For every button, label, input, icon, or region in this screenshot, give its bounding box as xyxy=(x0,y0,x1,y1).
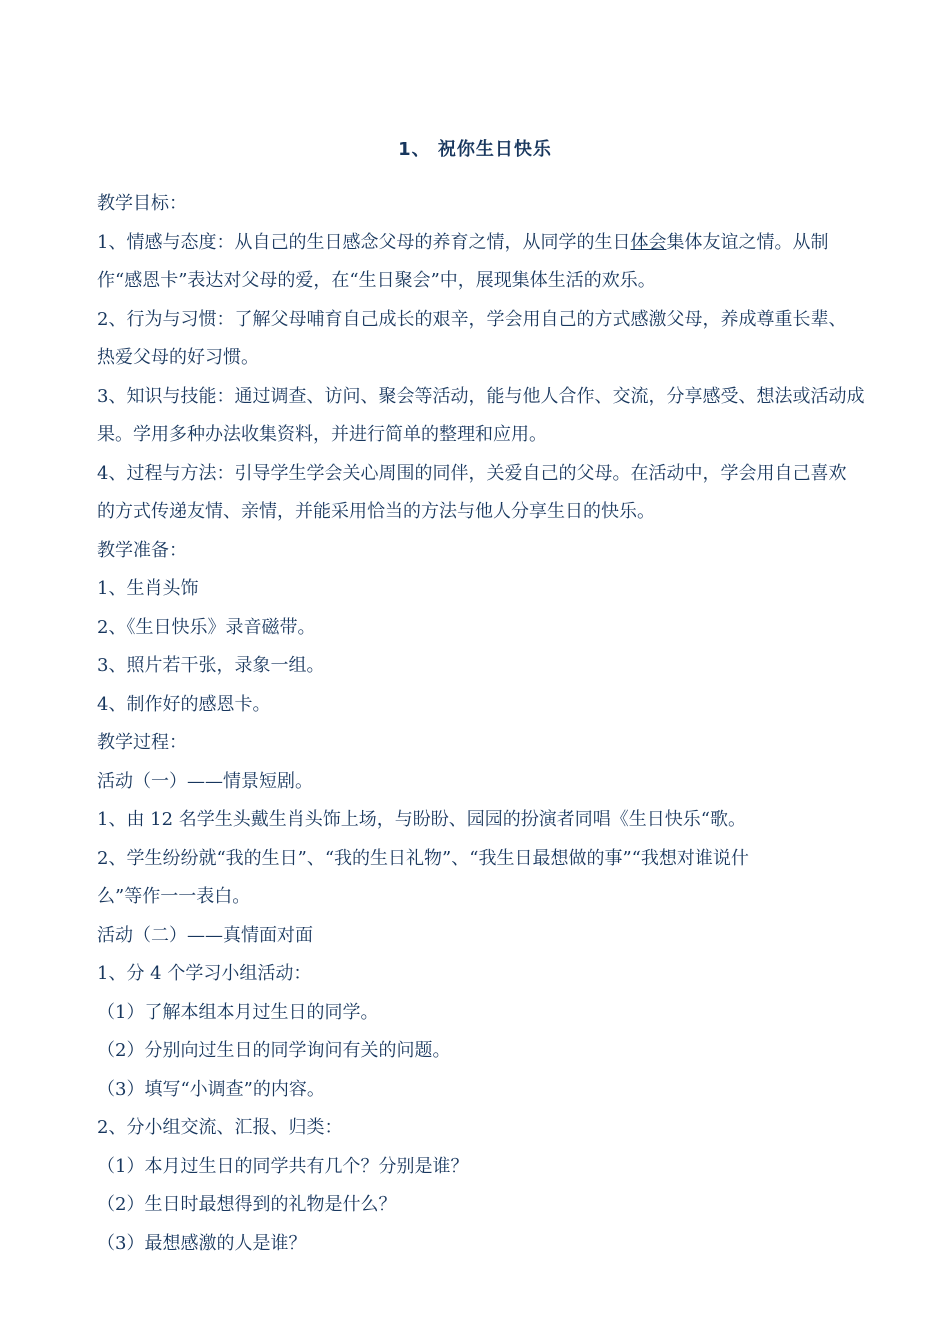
paragraph-line: 的方式传递友情、亲情，并能采用恰当的方法与他人分享生日的快乐。 xyxy=(97,501,655,522)
list-item: 2、分小组交流、汇报、归类： xyxy=(97,1117,343,1138)
section-heading-goals: 教学目标： xyxy=(97,193,187,214)
document-title: 1、 祝你生日快乐 xyxy=(398,139,552,160)
list-item: 3、照片若干张，录象一组。 xyxy=(97,655,325,676)
section-heading-process: 教学过程： xyxy=(97,732,187,753)
sub-list-item: （1）本月过生日的同学共有几个？分别是谁？ xyxy=(97,1155,469,1177)
list-item: 1、生肖头饰 xyxy=(97,578,199,599)
sub-list-item: （3）填写“小调查”的内容。 xyxy=(97,1078,325,1100)
list-item: 1、由 12 名学生头戴生肖头饰上场，与盼盼、园园的扮演者同唱《生日快乐“歌。 xyxy=(97,809,746,830)
activity-heading: 活动（一）——情景短剧。 xyxy=(97,770,313,792)
list-item: 4、制作好的感恩卡。 xyxy=(97,693,271,715)
paragraph-line-start: 1、情感与态度：从自己的生日感念父母的养育之情，从同学的生日 xyxy=(97,231,631,253)
paragraph-line: 果。学用多种办法收集资料，并进行简单的整理和应用。 xyxy=(97,424,547,445)
document-body xyxy=(97,185,865,1263)
paragraph-line: 作“感恩卡”表达对父母的爱，在“生日聚会”中，展现集体生活的欢乐。 xyxy=(97,270,656,291)
paragraph-line: 4、过程与方法：引导学生学会关心周围的同伴，关爱自己的父母。在活动中，学会用自己喜欢 xyxy=(97,462,847,484)
paragraph-line-end: 集体友谊之情。从制 xyxy=(666,231,829,253)
sub-list-item: （1）了解本组本月过生日的同学。 xyxy=(97,1001,379,1023)
paragraph-line: 2、行为与习惯：了解父母哺育自己成长的艰辛，学会用自己的方式感激父母，养成尊重长辈、 xyxy=(97,308,847,330)
section-heading-preparation: 教学准备： xyxy=(97,539,187,561)
underlined-term: 体会 xyxy=(630,231,667,253)
list-item: 2、学生纷纷就“我的生日”、“我的生日礼物”、“我生日最想做的事”“我想对谁说什 xyxy=(97,847,749,869)
paragraph-line: 热爱父母的好习惯。 xyxy=(97,347,259,368)
sub-list-item: （2）分别向过生日的同学询问有关的问题。 xyxy=(97,1040,451,1061)
sub-list-item: （2）生日时最想得到的礼物是什么？ xyxy=(97,1194,397,1215)
list-item: 1、分 4 个学习小组活动： xyxy=(97,963,312,984)
activity-heading: 活动（二）——真情面对面 xyxy=(97,924,313,946)
list-item: 2、《生日快乐》录音磁带。 xyxy=(97,616,316,638)
sub-list-item: （3）最想感激的人是谁？ xyxy=(97,1232,307,1254)
paragraph-line: 3、知识与技能：通过调查、访问、聚会等活动，能与他人合作、交流，分享感受、想法或活动成 xyxy=(97,385,865,407)
list-item: 么”等作一一表白。 xyxy=(97,886,251,907)
paragraph-line xyxy=(97,224,859,263)
